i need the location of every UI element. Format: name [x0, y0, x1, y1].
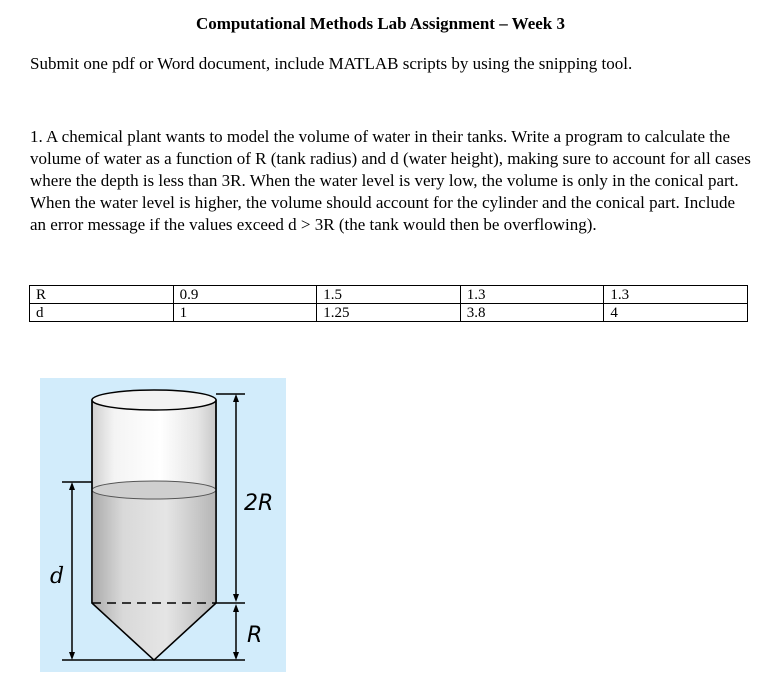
table-cell: 1.25	[317, 304, 461, 322]
table-cell: R	[30, 286, 174, 304]
document-title: Computational Methods Lab Assignment – Week 3	[195, 14, 565, 33]
tank-diagram	[40, 378, 286, 672]
table-cell: 0.9	[173, 286, 317, 304]
table-cell: 1	[173, 304, 317, 322]
label-d: d	[50, 564, 65, 589]
label-2r: 2R	[244, 491, 274, 516]
tank-figure	[40, 378, 286, 672]
table-cell: 4	[604, 304, 748, 322]
water-surface	[92, 481, 216, 499]
table-cell: 1.5	[317, 286, 461, 304]
table-row-d	[30, 304, 748, 322]
label-r: R	[247, 623, 263, 648]
table-cell: 3.8	[460, 304, 604, 322]
water-volume	[92, 490, 216, 660]
table-row-r	[30, 286, 748, 304]
submission-instructions: Submit one pdf or Word document, include MATLAB scripts by using the snipping tool.	[30, 54, 633, 73]
values-table	[29, 285, 748, 322]
table-cell: 1.3	[604, 286, 748, 304]
table-cell: d	[30, 304, 174, 322]
tank-top-rim	[92, 390, 216, 410]
table-cell: 1.3	[460, 286, 604, 304]
problem-statement: 1. A chemical plant wants to model the volume of water in their tanks. Write a program to calculate the volume of water as a function of R (tank radius) and d (water height), making sure to account for all cases where the depth is less than 3R. When the water level is very low, the volume is only in the conical part. When the water level is higher, the volume should account for the cylinder and the conical part. Include an error message if the values exceed d > 3R (the tank would then be overflowing).	[30, 127, 751, 234]
